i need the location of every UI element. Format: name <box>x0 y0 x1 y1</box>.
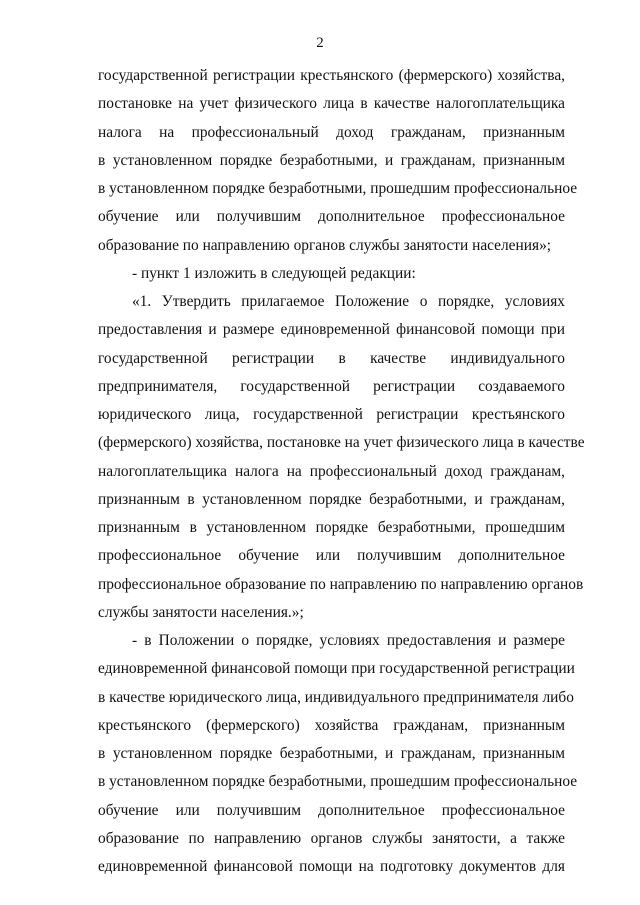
text-line: предпринимателя, государственной регистрации создаваемого <box>98 377 565 395</box>
text-line: обучение или получившим дополнительное профессиональное <box>98 801 565 819</box>
text-line: признанным в установленном порядке безработными, и гражданам, <box>98 490 565 508</box>
text-line: крестьянского (фермерского) хозяйства гражданам, признанным <box>98 716 565 734</box>
text-line: профессиональное обучение или получившим дополнительное <box>98 547 565 565</box>
text-line: - в Положении о порядке, условиях предоставления и размере <box>132 632 565 649</box>
text-line: государственной регистрации крестьянского (фермерского) хозяйства, <box>98 67 565 84</box>
text-line: образование по направлению органов службы занятости населения»; <box>98 236 552 254</box>
text-line: единовременной финансовой помощи на подготовку документов для <box>98 858 565 875</box>
text-line: в установленном порядке безработными, и гражданам, признанным <box>98 745 565 762</box>
text-line: обучение или получившим дополнительное профессиональное <box>98 208 565 226</box>
text-line: юридического лица, государственной регистрации крестьянского <box>98 406 565 423</box>
text-line: «1. Утвердить прилагаемое Положение о порядке, условиях <box>132 293 565 310</box>
text-line: предоставления и размере единовременной финансовой помощи при <box>98 321 565 339</box>
text-line: службы занятости населения.»; <box>98 603 304 621</box>
text-line: - пункт 1 изложить в следующей редакции: <box>132 264 416 282</box>
text-line: в установленном порядке безработными, прошедшим профессиональное <box>98 180 578 197</box>
text-line: профессиональное образование по направлению по направлению органов <box>98 575 584 593</box>
text-line: налога на профессиональный доход гражданам, признанным <box>98 123 565 141</box>
text-line: образование по направлению органов службы занятости, а также <box>98 829 565 847</box>
text-line: (фермерского) хозяйства, постановке на учет физического лица в качестве <box>98 434 585 452</box>
text-line: признанным в установленном порядке безработными, прошедшим <box>98 519 565 536</box>
body-text <box>98 62 585 881</box>
text-line: налогоплательщика налога на профессиональный доход гражданам, <box>98 462 565 480</box>
text-line: государственной регистрации в качестве индивидуального <box>98 349 565 367</box>
text-line: единовременной финансовой помощи при государственной регистрации <box>98 660 575 678</box>
text-line: постановке на учет физического лица в качестве налогоплательщика <box>98 95 565 113</box>
text-line: в качестве юридического лица, индивидуального предпринимателя либо <box>98 688 574 706</box>
page-number: 2 <box>316 35 324 51</box>
text-line: в установленном порядке безработными, и гражданам, признанным <box>98 151 565 169</box>
text-line: в установленном порядке безработными, прошедшим профессиональное <box>98 773 578 791</box>
